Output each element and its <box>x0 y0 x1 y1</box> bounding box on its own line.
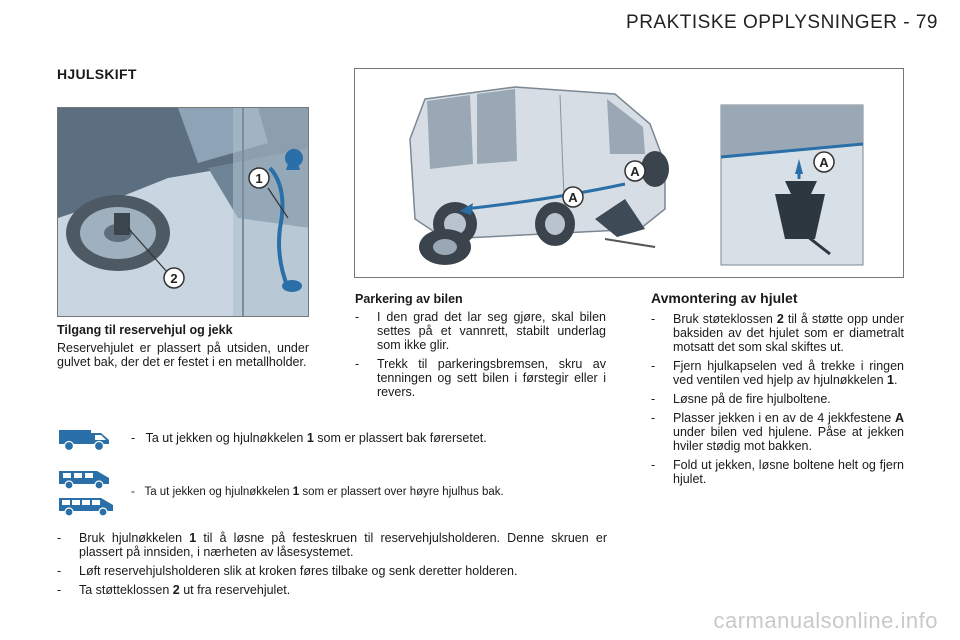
tilgang-block <box>57 323 309 369</box>
vehicle-row-passenger-text <box>131 486 504 498</box>
parkering-block <box>355 292 606 404</box>
spare-wheel-drawing <box>58 108 309 317</box>
text-segment: Fjern hjulkapselen ved å trekke i ringen ved ventilen ved hjelp av hjulnøkkelen <box>673 359 904 387</box>
callout-a-left <box>563 187 583 207</box>
parkering-heading: Parkering av bilen <box>355 292 463 306</box>
avmontering-list <box>651 312 904 486</box>
list-item <box>355 310 606 352</box>
van-jack-illustration <box>354 68 904 278</box>
text-segment: som er plassert over høyre hjulhus bak. <box>299 485 504 498</box>
callout-a-right-label: A <box>630 164 640 179</box>
text-segment: Fold ut jekken, løsne boltene helt og fjern hjulet. <box>673 458 904 486</box>
dash-mark: - <box>651 312 656 326</box>
list-item-text: Trekk til parkeringsbremsen, skru av tenningen og sett bilen i førstegir eller i revers. <box>377 357 606 399</box>
dash-mark: - <box>355 357 360 371</box>
text-segment: til å løsne på festeskruen til reservehjulsholderen. Denne skruen er plassert på innsiden, i nærheten av låsesystemet. <box>79 531 607 559</box>
text-segment: Plasser jekken i en av de 4 jekkfestene <box>673 411 895 425</box>
list-item <box>651 411 904 453</box>
tilgang-text: Reservehjulet er plassert på utsiden, under gulvet bak, der det er festet i en metallholder. <box>57 341 309 369</box>
passenger-icons <box>57 466 117 517</box>
vehicle-row-van-text <box>131 431 487 445</box>
dash-mark: - <box>651 359 656 373</box>
avmontering-heading: Avmontering av hjulet <box>651 290 798 306</box>
callout-a-right <box>625 161 645 181</box>
list-item <box>651 312 904 354</box>
passenger-car-icon <box>57 466 113 490</box>
bold-ref: 1 <box>189 531 197 545</box>
text-segment: Ta ut jekken og hjulnøkkelen <box>144 485 293 498</box>
dash-mark: - <box>651 411 656 425</box>
callout-1 <box>249 168 269 188</box>
text-segment: Løsne på de fire hjulboltene. <box>673 392 831 406</box>
list-item <box>355 357 606 399</box>
bold-ref: 1 <box>292 485 300 498</box>
callout-a-closeup-label: A <box>819 155 829 170</box>
vehicle-row-passenger <box>57 466 504 517</box>
bold-ref: 1 <box>306 431 314 445</box>
passenger-car-long-icon <box>57 493 117 517</box>
text-segment: Bruk støteklossen <box>673 312 777 326</box>
callout-2-label: 2 <box>170 271 178 286</box>
watermark: carmanualsonline.info <box>713 608 938 633</box>
vehicle-row-van <box>57 424 487 452</box>
list-item <box>57 583 607 597</box>
text-segment: til å støtte opp under baksiden av det hjulet som er diametralt motsatt det som skal skiftes ut. <box>673 312 904 354</box>
list-item <box>57 564 607 578</box>
text-segment: Bruk hjulnøkkelen <box>79 531 190 545</box>
avmontering-block <box>651 291 904 491</box>
spare-wheel-illustration <box>57 107 309 317</box>
callout-1-label: 1 <box>255 171 263 186</box>
text-segment: Ta støtteklossen <box>79 583 173 597</box>
bold-ref: 2 <box>172 583 180 597</box>
dash-mark: - <box>57 531 62 545</box>
parkering-list <box>355 310 606 399</box>
jack-closeup <box>721 105 863 265</box>
list-item <box>651 359 904 387</box>
bold-ref: 1 <box>887 373 894 387</box>
dash-mark: - <box>57 564 62 578</box>
dash-mark: - <box>131 431 136 445</box>
van-jack-drawing <box>355 69 904 278</box>
text-segment: under bilen ved hjulene. Påse at jekken hviler stødig mot bakken. <box>673 425 904 453</box>
list-item <box>57 531 607 559</box>
text-segment: ut fra reservehjulet. <box>179 583 291 597</box>
tilgang-heading: Tilgang til reservehjul og jekk <box>57 323 233 337</box>
callout-2 <box>164 268 184 288</box>
callout-a-left-label: A <box>568 190 578 205</box>
section-title: HJULSKIFT <box>57 66 137 82</box>
bottom-instructions <box>57 531 607 602</box>
page-header: PRAKTISKE OPPLYSNINGER - 79 <box>626 12 938 33</box>
list-item <box>651 458 904 486</box>
dash-mark: - <box>355 310 360 324</box>
bottom-list <box>57 531 607 597</box>
list-item-text: I den grad det lar seg gjøre, skal bilen settes på et vannrett, stabilt underlag som ikke glir. <box>377 310 606 352</box>
text-segment: Ta ut jekken og hjulnøkkelen <box>145 431 307 445</box>
van-icon <box>57 424 113 452</box>
dash-mark: - <box>57 583 62 597</box>
text-segment: som er plassert bak førersetet. <box>313 431 487 445</box>
bold-ref: A <box>894 411 904 425</box>
bold-ref: 2 <box>776 312 784 326</box>
text-segment: Løft reservehjulsholderen slik at kroken føres tilbake og senk deretter holderen. <box>79 564 518 578</box>
list-item <box>651 392 904 406</box>
dash-mark: - <box>651 458 656 472</box>
dash-mark: - <box>131 485 135 498</box>
text-segment: . <box>893 373 898 387</box>
dash-mark: - <box>651 392 656 406</box>
